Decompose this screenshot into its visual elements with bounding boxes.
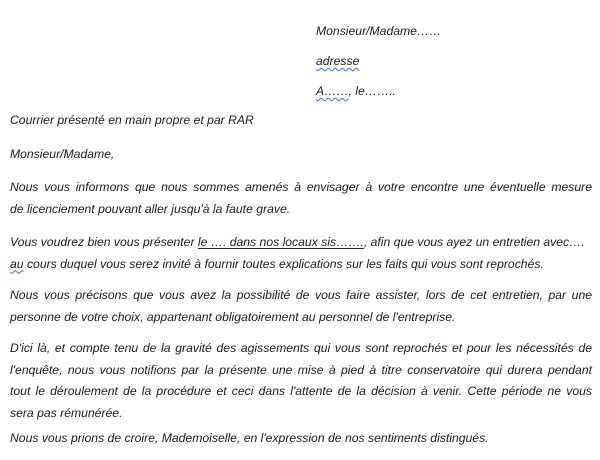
delivery-note-text: Courrier présenté en main propre et par RAR bbox=[10, 113, 254, 127]
place-date-line bbox=[316, 84, 396, 98]
date-text: , le…….. bbox=[348, 84, 396, 98]
paragraph-3 bbox=[10, 285, 592, 328]
place-text: A…… bbox=[316, 84, 349, 98]
paragraph-4-line-3: tout le déroulement de la procédure et ceci dans l'attente de la décision à venir. Cette période ne vous bbox=[10, 384, 592, 398]
paragraph-2 bbox=[10, 232, 592, 275]
paragraph-1 bbox=[10, 177, 592, 220]
recipient-line bbox=[316, 24, 441, 38]
paragraph-4 bbox=[10, 338, 592, 424]
paragraph-1-line-1: Nous vous informons que nous sommes amenés à envisager à votre encontre une éventuelle mesure bbox=[10, 180, 592, 194]
paragraph-3-line-2: personne de votre choix, appartenant obligatoirement au personnel de l'entreprise. bbox=[10, 309, 456, 324]
salutation bbox=[10, 144, 592, 166]
paragraph-2-line-2-a: au bbox=[10, 256, 24, 271]
paragraph-3-line-1: Nous vous précisons que vous avez la possibilité de vous faire assister, lors de cet entretien, par une bbox=[10, 288, 592, 302]
paragraph-2-line-2 bbox=[10, 254, 592, 276]
paragraph-5-line-1: Nous vous prions de croire, Mademoiselle, en l'expression de nos sentiments distingués. bbox=[10, 431, 489, 445]
address-line bbox=[316, 54, 359, 68]
paragraph-5 bbox=[10, 428, 592, 450]
paragraph-4-line-4: sera pas rémunérée. bbox=[10, 405, 123, 420]
paragraph-2-line-2-b: cours duquel vous serez invité à fournir toutes explications sur les faits qui vous sont reprochés. bbox=[23, 256, 544, 271]
paragraph-2-line-1-b: le …. dans nos locaux sis……. bbox=[197, 235, 364, 249]
delivery-note bbox=[10, 110, 592, 132]
paragraph-4-line-1: D'ici là, et compte tenu de la gravité des agissements qui vous sont reprochés et pour les nécessités de bbox=[10, 341, 592, 355]
paragraph-2-line-1-c: , afin que vous ayez un entretien avec…. bbox=[363, 235, 585, 249]
paragraph-2-line-1-a: Vous voudrez bien vous présenter bbox=[10, 235, 198, 249]
paragraph-2-line-1 bbox=[10, 232, 592, 254]
address-text: adresse bbox=[316, 54, 360, 68]
salutation-text: Monsieur/Madame, bbox=[10, 147, 115, 161]
recipient-text: Monsieur/Madame…… bbox=[316, 24, 442, 38]
paragraph-1-line-2: de licenciement pouvant aller jusqu'à la faute grave. bbox=[10, 201, 291, 216]
paragraph-4-line-2: l'enquête, nous vous notifions par la présente une mise à pied à titre conservatoire qui durera pendant bbox=[10, 362, 592, 377]
